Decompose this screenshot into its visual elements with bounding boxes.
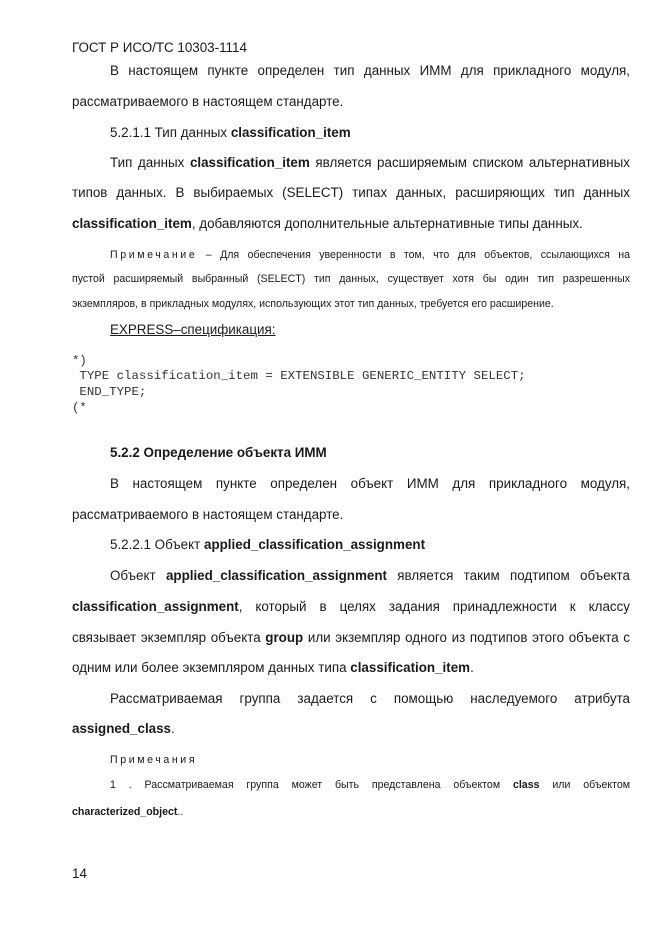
notes-label: Примечания <box>110 754 198 766</box>
paragraph-line: В настоящем пункте определен объект ИММ для прикладного модуля, <box>110 476 630 491</box>
paragraph-line: рассматриваемого в настоящем стандарте. <box>72 507 344 522</box>
subsection-heading: 5.2.2.1 Объект applied_classification_assignment <box>110 537 426 552</box>
code-line: (* <box>72 401 87 415</box>
paragraph-line: типов данных. В выбираемых (SELECT) типах данных, расширяющих тип данных <box>72 185 630 200</box>
page-number: 14 <box>72 866 87 881</box>
code-line: *) <box>72 354 87 368</box>
paragraph-line: одним или более экземпляром данных типа classification_item. <box>72 660 474 675</box>
paragraph-line: Рассматриваемая группа задается с помощью наследуемого атрибута <box>110 691 630 706</box>
note-line: 1 . Рассматриваемая группа может быть представлена объектом class или объектом <box>110 779 630 791</box>
code-line: END_TYPE; <box>72 385 147 399</box>
paragraph-line: связывает экземпляр объекта group или экземпляр одного из подтипов этого объекта с <box>72 630 630 645</box>
section-heading: 5.2.2 Определение объекта ИММ <box>110 445 327 460</box>
paragraph-line: assigned_class. <box>72 721 175 736</box>
document-header: ГОСТ Р ИСО/ТС 10303-1114 <box>72 40 247 55</box>
paragraph-line: classification_assignment, который в целях задания принадлежности к классу <box>72 599 630 614</box>
note-line: Примечание – Для обеспечения уверенности в том, что для объектов, ссылающихся на <box>110 249 630 261</box>
paragraph-line: рассматриваемого в настоящем стандарте. <box>72 94 344 109</box>
note-line: экземпляров, в прикладных модулях, использующих этот тип данных, требуется его расширение. <box>72 298 554 310</box>
paragraph-line: Тип данных classification_item является расширяемым списком альтернативных <box>110 155 630 170</box>
note-line: пустой расширяемый выбранный (SELECT) тип данных, существует хотя бы один тип разрешенных <box>72 273 630 285</box>
subsection-heading: 5.2.1.1 Тип данных classification_item <box>110 125 351 140</box>
code-line: TYPE classification_item = EXTENSIBLE GENERIC_ENTITY SELECT; <box>72 369 526 383</box>
express-label: EXPRESS–спецификация: <box>110 322 276 337</box>
paragraph-line: classification_item, добавляются дополнительные альтернативные типы данных. <box>72 216 583 231</box>
note-line: characterized_object.. <box>72 806 184 818</box>
paragraph-line: Объект applied_classification_assignment является таким подтипом объекта <box>110 568 630 583</box>
paragraph-line: В настоящем пункте определен тип данных ИММ для прикладного модуля, <box>110 63 630 78</box>
